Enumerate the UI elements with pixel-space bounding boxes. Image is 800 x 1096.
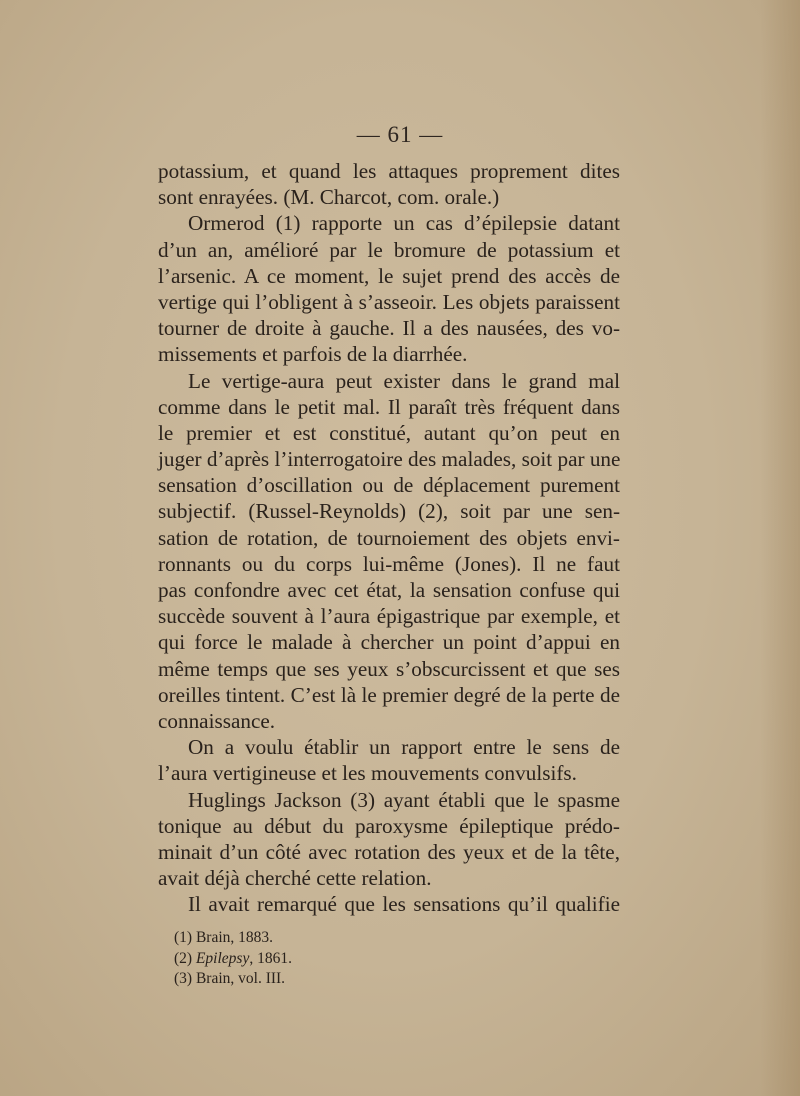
text-line: comme dans le petit mal. Il paraît très fréquent dans [158,394,620,419]
footnotes [174,928,292,990]
text-line: l’aura vertigineuse et les mouvements convulsifs. [158,761,577,786]
footnote-1: (1) Brain, 1883. [174,929,274,946]
body-text [158,158,620,917]
footnote-3: (3) Brain, vol. III. [174,970,286,987]
text-line: Huglings Jackson (3) ayant établi que le spasme [188,787,620,812]
text-line: le premier et est constitué, autant qu’on peut en [158,420,620,445]
text-line: connaissance. [158,708,276,733]
text-line: missements et parfois de la diarrhée. [158,342,468,367]
text-line: sation de rotation, de tournoiement des objets envi- [158,525,620,550]
text-line: pas confondre avec cet état, la sensation confuse qui [158,578,620,602]
footnote-2-prefix: (2) [174,949,196,967]
text-line: minait d’un côté avec rotation des yeux et de la tête, [158,839,620,864]
text-line: ronnants ou du corps lui-même (Jones). Il ne faut [158,551,620,576]
text-line: subjectif. (Russel-Reynolds) (2), soit par une sen- [158,499,620,524]
text-line: avait déjà cherché cette relation. [158,866,432,891]
text-line: succède souvent à l’aura épigastrique par exemple, et [158,604,620,629]
text-line: juger d’après l’interrogatoire des malades, soit par une [158,447,621,472]
text-line: potassium, et quand les attaques proprement dites [158,159,620,183]
text-line: tonique au début du paroxysme épileptique prédo- [158,813,620,838]
text-line: sont enrayées. (M. Charcot, com. orale.) [158,185,500,210]
page-number: — 61 — [356,122,444,147]
text-line: tourner de droite à gauche. Il a des nausées, des vo- [158,316,620,341]
page-edge-shadow [760,0,800,1096]
text-line: Il avait remarqué que les sensations qu’il qualifie [188,892,620,917]
footnote-2-suffix: , 1861. [249,949,292,967]
text-line: Le vertige-aura peut exister dans le grand mal [188,368,620,393]
text-line: Ormerod (1) rapporte un cas d’épilepsie datant [188,211,620,236]
text-line: On a voulu établir un rapport entre le sens de [188,735,620,760]
text-line: oreilles tintent. C’est là le premier degré de la perte de [158,682,620,707]
text-line: d’un an, amélioré par le bromure de potassium et [158,237,620,262]
text-line: même temps que ses yeux s’obscurcissent et que ses [158,656,620,681]
text-line: l’arsenic. A ce moment, le sujet prend des accès de [158,263,620,288]
text-line: vertige qui l’obligent à s’asseoir. Les objets paraissent [158,289,620,314]
text-line: sensation d’oscillation ou de déplacement purement [158,473,620,498]
footnote-2-title: Epilepsy [195,949,250,967]
footnote-2 [174,949,292,970]
text-line: qui force le malade à chercher un point d’appui en [158,630,620,655]
